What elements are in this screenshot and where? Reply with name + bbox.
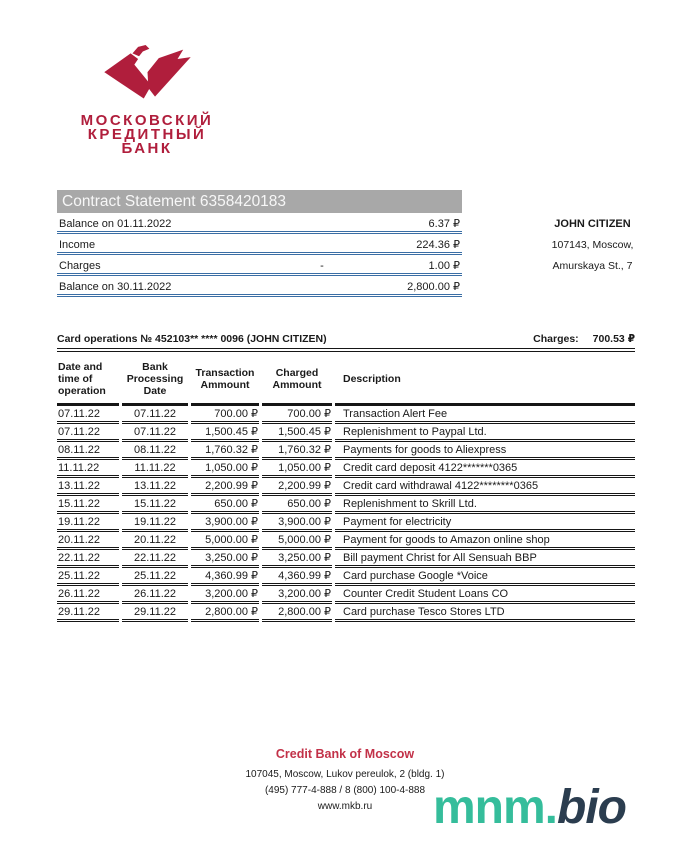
txn-description: Credit card deposit 4122*******0365 bbox=[335, 460, 635, 478]
txn-description: Credit card withdrawal 4122********0365 bbox=[335, 478, 635, 496]
charges-value: 700.53 ₽ bbox=[592, 333, 635, 345]
txn-operation-date: 08.11.22 bbox=[57, 442, 119, 460]
txn-operation-date: 19.11.22 bbox=[57, 514, 119, 532]
charges-label: Charges: bbox=[533, 333, 579, 345]
txn-operation-date: 22.11.22 bbox=[57, 550, 119, 568]
statement-row bbox=[57, 213, 462, 234]
txn-operation-date: 07.11.22 bbox=[57, 406, 119, 424]
txn-transaction-amount: 650.00 ₽ bbox=[191, 496, 259, 514]
txn-operation-date: 11.11.22 bbox=[57, 460, 119, 478]
txn-operation-date: 29.11.22 bbox=[57, 604, 119, 622]
col-header-transaction-amount: Transaction Ammount bbox=[191, 355, 259, 406]
txn-charged-amount: 2,200.99 ₽ bbox=[262, 478, 332, 496]
transaction-row bbox=[57, 406, 635, 424]
txn-transaction-amount: 3,250.00 ₽ bbox=[191, 550, 259, 568]
statement-row bbox=[57, 255, 462, 276]
txn-transaction-amount: 2,800.00 ₽ bbox=[191, 604, 259, 622]
statement-row-label: Balance on 01.11.2022 bbox=[59, 218, 172, 230]
transaction-row bbox=[57, 424, 635, 442]
txn-charged-amount: 700.00 ₽ bbox=[262, 406, 332, 424]
customer-address-line-2: Amurskaya St., 7 bbox=[552, 260, 633, 272]
statement-row-value: 6.37 ₽ bbox=[428, 218, 460, 230]
txn-operation-date: 25.11.22 bbox=[57, 568, 119, 586]
transaction-row bbox=[57, 550, 635, 568]
mnm-bio-watermark bbox=[433, 780, 626, 835]
col-header-bank-processing-date: Bank Processing Date bbox=[122, 355, 188, 406]
transactions-body bbox=[57, 406, 635, 622]
txn-transaction-amount: 1,500.45 ₽ bbox=[191, 424, 259, 442]
txn-description: Replenishment to Paypal Ltd. bbox=[335, 424, 635, 442]
contract-statement-title: Contract Statement 6358420183 bbox=[57, 190, 462, 213]
txn-charged-amount: 3,900.00 ₽ bbox=[262, 514, 332, 532]
customer-name: JOHN CITIZEN bbox=[554, 218, 631, 230]
txn-charged-amount: 650.00 ₽ bbox=[262, 496, 332, 514]
txn-processing-date: 22.11.22 bbox=[122, 550, 188, 568]
transaction-row bbox=[57, 586, 635, 604]
bank-logo-block bbox=[56, 44, 238, 156]
txn-operation-date: 07.11.22 bbox=[57, 424, 119, 442]
txn-description: Transaction Alert Fee bbox=[335, 406, 635, 424]
txn-processing-date: 25.11.22 bbox=[122, 568, 188, 586]
txn-processing-date: 29.11.22 bbox=[122, 604, 188, 622]
txn-transaction-amount: 3,900.00 ₽ bbox=[191, 514, 259, 532]
txn-charged-amount: 4,360.99 ₽ bbox=[262, 568, 332, 586]
transactions-header-row bbox=[57, 355, 635, 406]
txn-processing-date: 08.11.22 bbox=[122, 442, 188, 460]
txn-operation-date: 13.11.22 bbox=[57, 478, 119, 496]
col-header-description: Description bbox=[335, 355, 635, 406]
statement-row bbox=[57, 276, 462, 297]
statement-row-label: Income bbox=[59, 239, 96, 251]
txn-operation-date: 20.11.22 bbox=[57, 532, 119, 550]
footer-phones: (495) 777-4-888 / 8 (800) 100-4-888 bbox=[264, 785, 426, 796]
transaction-row bbox=[57, 442, 635, 460]
txn-charged-amount: 1,760.32 ₽ bbox=[262, 442, 332, 460]
footer-bank-name: Credit Bank of Moscow bbox=[275, 747, 415, 761]
txn-description: Card purchase Google *Voice bbox=[335, 568, 635, 586]
statement-row bbox=[57, 234, 462, 255]
txn-charged-amount: 3,200.00 ₽ bbox=[262, 586, 332, 604]
txn-processing-date: 19.11.22 bbox=[122, 514, 188, 532]
customer-info-block bbox=[515, 214, 670, 277]
transaction-row bbox=[57, 532, 635, 550]
transaction-row bbox=[57, 460, 635, 478]
bank-name-line-3: БАНК bbox=[121, 140, 173, 157]
txn-transaction-amount: 2,200.99 ₽ bbox=[191, 478, 259, 496]
txn-processing-date: 13.11.22 bbox=[122, 478, 188, 496]
statement-row-sign: - bbox=[320, 260, 324, 272]
transaction-row bbox=[57, 568, 635, 586]
bank-name-line-1: МОСКОВСКИЙ bbox=[80, 112, 214, 129]
txn-transaction-amount: 3,200.00 ₽ bbox=[191, 586, 259, 604]
txn-processing-date: 15.11.22 bbox=[122, 496, 188, 514]
txn-description: Payment for goods to Amazon online shop bbox=[335, 532, 635, 550]
statement-row-value: 224.36 ₽ bbox=[416, 239, 460, 251]
transactions-table-wrap bbox=[54, 355, 638, 622]
txn-description: Card purchase Tesco Stores LTD bbox=[335, 604, 635, 622]
footer-website: www.mkb.ru bbox=[317, 801, 373, 812]
statement-row-value: 1.00 ₽ bbox=[428, 260, 460, 272]
watermark-part2: bio bbox=[557, 781, 626, 834]
txn-processing-date: 26.11.22 bbox=[122, 586, 188, 604]
txn-description: Counter Credit Student Loans CO bbox=[335, 586, 635, 604]
col-header-charged-amount: Charged Ammount bbox=[262, 355, 332, 406]
card-operations-header bbox=[57, 332, 635, 352]
transaction-row bbox=[57, 478, 635, 496]
col-header-date-of-operation: Date and time of operation bbox=[57, 355, 119, 406]
txn-processing-date: 07.11.22 bbox=[122, 406, 188, 424]
txn-processing-date: 20.11.22 bbox=[122, 532, 188, 550]
txn-operation-date: 15.11.22 bbox=[57, 496, 119, 514]
card-operations-charges bbox=[533, 332, 635, 346]
customer-address-line-1: 107143, Moscow, bbox=[551, 239, 634, 251]
txn-charged-amount: 1,050.00 ₽ bbox=[262, 460, 332, 478]
contract-statement-section bbox=[57, 190, 462, 297]
txn-charged-amount: 1,500.45 ₽ bbox=[262, 424, 332, 442]
txn-transaction-amount: 4,360.99 ₽ bbox=[191, 568, 259, 586]
txn-description: Payment for electricity bbox=[335, 514, 635, 532]
txn-description: Bill payment Christ for All Sensuah BBP bbox=[335, 550, 635, 568]
transaction-row bbox=[57, 514, 635, 532]
txn-description: Replenishment to Skrill Ltd. bbox=[335, 496, 635, 514]
txn-charged-amount: 3,250.00 ₽ bbox=[262, 550, 332, 568]
txn-charged-amount: 5,000.00 ₽ bbox=[262, 532, 332, 550]
bank-eagle-logo-icon bbox=[100, 44, 195, 106]
statement-row-label: Balance on 30.11.2022 bbox=[59, 281, 172, 293]
txn-description: Payments for goods to Aliexpress bbox=[335, 442, 635, 460]
txn-transaction-amount: 1,050.00 ₽ bbox=[191, 460, 259, 478]
txn-transaction-amount: 5,000.00 ₽ bbox=[191, 532, 259, 550]
statement-row-label: Charges bbox=[59, 260, 101, 272]
transactions-table bbox=[54, 355, 638, 622]
footer-address: 107045, Moscow, Lukov pereulok, 2 (bldg. 1) bbox=[245, 769, 445, 780]
contract-statement-rows bbox=[57, 213, 462, 297]
txn-operation-date: 26.11.22 bbox=[57, 586, 119, 604]
txn-processing-date: 07.11.22 bbox=[122, 424, 188, 442]
txn-transaction-amount: 700.00 ₽ bbox=[191, 406, 259, 424]
transaction-row bbox=[57, 604, 635, 622]
txn-charged-amount: 2,800.00 ₽ bbox=[262, 604, 332, 622]
txn-processing-date: 11.11.22 bbox=[122, 460, 188, 478]
statement-row-value: 2,800.00 ₽ bbox=[407, 281, 460, 293]
card-operations-title: Card operations № 452103** **** 0096 (JOHN CITIZEN) bbox=[57, 333, 327, 345]
txn-transaction-amount: 1,760.32 ₽ bbox=[191, 442, 259, 460]
transaction-row bbox=[57, 496, 635, 514]
watermark-part1: mnm. bbox=[433, 781, 558, 834]
bank-name-line-2: КРЕДИТНЫЙ bbox=[87, 126, 207, 143]
